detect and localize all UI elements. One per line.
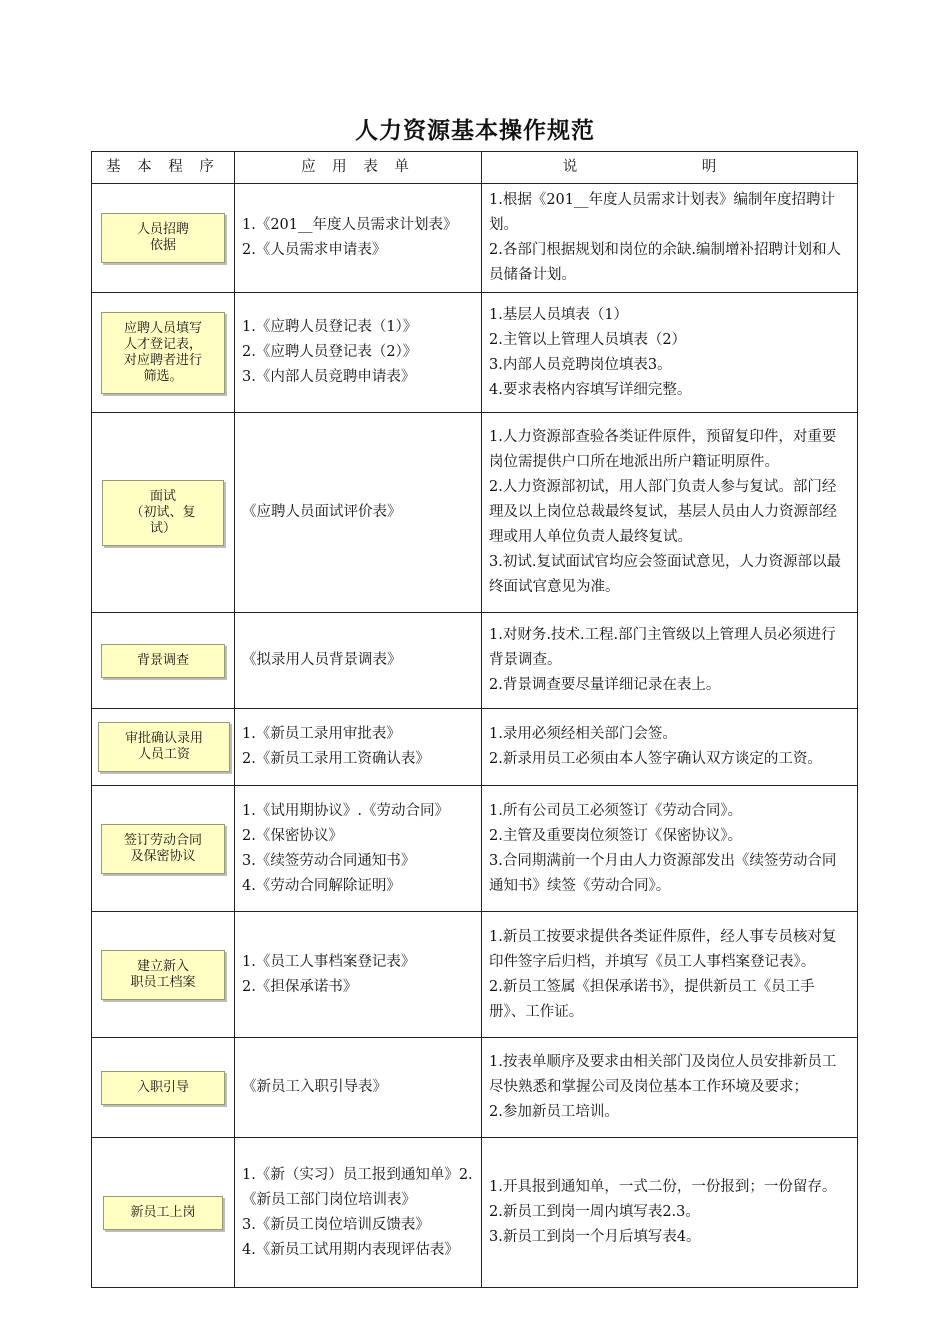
note-item: 3.内部人员竞聘岗位填表3。: [489, 356, 672, 373]
note-item: 1.根据《201__年度人员需求计划表》编制年度招聘计划。: [489, 192, 836, 233]
forms-cell: [235, 293, 482, 413]
procedure-step-cell: [92, 413, 235, 613]
procedure-step-text: 人才登记表，: [123, 336, 202, 352]
note-item: 2.背景调查要尽量详细记录在表上。: [489, 677, 721, 693]
note-item: 2.参加新员工培训。: [489, 1104, 619, 1120]
table-row: [92, 613, 858, 709]
procedure-step-box: [101, 644, 225, 678]
procedure-step-text: 签订劳动合同: [123, 832, 202, 848]
procedure-step-cell: [92, 1038, 235, 1138]
form-item: 1.《新员工录用审批表》: [242, 726, 401, 742]
note-item: 2.新员工到岗一周内填写表2.3。: [489, 1204, 700, 1220]
table-row: [92, 1038, 858, 1138]
notes-cell: [482, 613, 858, 709]
note-item: 1.人力资源部查验各类证件原件，预留复印件，对重要岗位需提供户口所在地派出所户籍证明原件。: [489, 429, 837, 470]
notes-cell: [482, 184, 858, 293]
table-row: [92, 184, 858, 293]
forms-cell: [235, 184, 482, 293]
procedure-step-box: [103, 1196, 223, 1230]
procedure-step-cell: [92, 613, 235, 709]
procedure-step-text: （初试、复: [130, 504, 196, 520]
form-item: 3.《新员工岗位培训反馈表》: [242, 1216, 430, 1233]
note-item: 1.开具报到通知单，一式二份，一份报到；一份留存。: [489, 1179, 837, 1195]
note-item: 1.新员工按要求提供各类证件原件，经人事专员核对复印件签字后归档，并填写《员工人事档案登记表》。: [489, 928, 837, 970]
procedure-step-cell: [92, 293, 235, 413]
note-item: 1.录用必须经相关部门会签。: [489, 726, 677, 742]
form-item: 4.《新员工试用期内表现评估表》: [242, 1241, 459, 1258]
procedure-step-cell: [92, 709, 235, 786]
note-item: 1.基层人员填表（1）: [489, 306, 629, 323]
form-item: 1.《应聘人员登记表（1）》: [242, 319, 418, 335]
procedure-step-text: 应聘人员填写: [123, 320, 202, 336]
procedure-step-text: 新员工上岗: [130, 1204, 196, 1220]
procedure-step-box: [101, 824, 225, 874]
procedure-step-text: 建立新入: [136, 958, 189, 974]
procedure-step-text: 入职引导: [136, 1079, 189, 1095]
note-item: 1.所有公司员工必须签订《劳动合同》。: [489, 802, 743, 819]
note-item: 3.合同期满前一个月由人力资源部发出《续签劳动合同通知书》续签《劳动合同》。: [489, 852, 837, 894]
table-row: [92, 293, 858, 413]
form-item: 1.《试用期协议》.《劳动合同》: [242, 802, 449, 819]
procedure-step-text: 筛选。: [143, 368, 183, 384]
notes-cell: [482, 1038, 858, 1138]
form-item: 《拟录用人员背景调表》: [242, 652, 402, 668]
header-procedure: 基 本 程 序: [92, 152, 235, 184]
procedure-step-cell: [92, 786, 235, 912]
header-forms: 应 用 表 单: [235, 152, 482, 184]
procedure-step-box: [98, 722, 230, 772]
note-item: 1.按表单顺序及要求由相关部门及岗位人员安排新员工尽快熟悉和掌握公司及岗位基本工作环境及要求；: [489, 1054, 837, 1095]
forms-cell: [235, 1038, 482, 1138]
note-item: 2.人力资源部初试，用人部门负责人参与复试。部门经理及以上岗位总裁最终复试，基层人员由人力资源部经理或用人单位负责人最终复试。: [489, 479, 837, 545]
note-item: 2.新员工签属《担保承诺书》，提供新员工《员工手册》、工作证。: [489, 978, 815, 1020]
note-item: 4.要求表格内容填写详细完整。: [489, 381, 692, 398]
procedure-table: [91, 151, 858, 1288]
procedure-step-text: 背景调查: [136, 652, 189, 668]
procedure-step-box: [101, 1071, 225, 1105]
form-item: 《应聘人员面试评价表》: [242, 504, 402, 520]
procedure-step-text: 依据: [149, 238, 176, 253]
procedure-step-box: [101, 950, 225, 1000]
procedure-step-box: [101, 312, 225, 394]
forms-cell: [235, 613, 482, 709]
procedure-step-box: [102, 480, 224, 546]
note-item: 3.新员工到岗一个月后填写表4。: [489, 1229, 701, 1245]
form-item: 2.《保密协议》: [242, 827, 343, 844]
notes-cell: [482, 912, 858, 1038]
form-item: 1.《员工人事档案登记表》: [242, 953, 416, 970]
procedure-step-text: 对应聘者进行: [123, 352, 202, 368]
forms-cell: [235, 912, 482, 1038]
form-item: 3.《续签劳动合同通知书》: [242, 852, 416, 869]
form-item: 《新员工入职引导表》: [242, 1079, 387, 1095]
note-item: 2.新录用员工必须由本人签字确认双方谈定的工资。: [489, 751, 822, 767]
form-item: 1.《201__年度人员需求计划表》: [242, 217, 458, 233]
notes-cell: [482, 413, 858, 613]
note-item: 2.主管及重要岗位须签订《保密协议》。: [489, 827, 743, 844]
form-item: 2.《新员工录用工资确认表》: [242, 751, 430, 767]
notes-cell: [482, 1138, 858, 1288]
form-item: 1.《新（实习）员工报到通知单》2.《新员工部门岗位培训表》: [242, 1166, 473, 1208]
forms-cell: [235, 413, 482, 613]
procedure-step-text: 职员工档案: [130, 974, 196, 990]
procedure-step-text: 审批确认录用: [124, 731, 203, 746]
form-item: 4.《劳动合同解除证明》: [242, 877, 401, 894]
table-row: [92, 1138, 858, 1288]
procedure-step-text: 人员招聘: [136, 222, 189, 237]
procedure-step-cell: [92, 912, 235, 1038]
document-title: 人力资源基本操作规范: [355, 117, 595, 144]
note-item: 2.主管以上管理人员填表（2）: [489, 331, 687, 348]
procedure-step-text: 及保密协议: [130, 848, 196, 864]
form-item: 3.《内部人员竞聘申请表》: [242, 369, 416, 385]
form-item: 2.《担保承诺书》: [242, 978, 358, 995]
forms-cell: [235, 786, 482, 912]
form-item: 2.《人员需求申请表》: [242, 242, 387, 258]
procedure-step-text: 试）: [149, 520, 176, 536]
procedure-step-box: [101, 213, 225, 263]
note-item: 3.初试.复试面试官均应会签面试意见，人力资源部以最终面试官意见为准。: [489, 554, 841, 595]
procedure-step-text: 人员工资: [137, 747, 190, 762]
note-item: 1.对财务.技术.工程.部门主管级以上管理人员必须进行背景调查。: [489, 627, 836, 668]
forms-cell: [235, 709, 482, 786]
notes-cell: [482, 293, 858, 413]
table-row: [92, 912, 858, 1038]
table-row: [92, 786, 858, 912]
table-row: [92, 709, 858, 786]
notes-cell: [482, 786, 858, 912]
table-header-row: [92, 152, 858, 184]
procedure-step-cell: [92, 1138, 235, 1288]
forms-cell: [235, 1138, 482, 1288]
note-item: 2.各部门根据规划和岗位的余缺.编制增补招聘计划和人员储备计划。: [489, 242, 841, 283]
table-row: [92, 413, 858, 613]
notes-cell: [482, 709, 858, 786]
procedure-step-cell: [92, 184, 235, 293]
form-item: 2.《应聘人员登记表（2）》: [242, 344, 418, 360]
header-notes: 说 明: [482, 152, 858, 184]
procedure-step-text: 面试: [149, 488, 176, 504]
